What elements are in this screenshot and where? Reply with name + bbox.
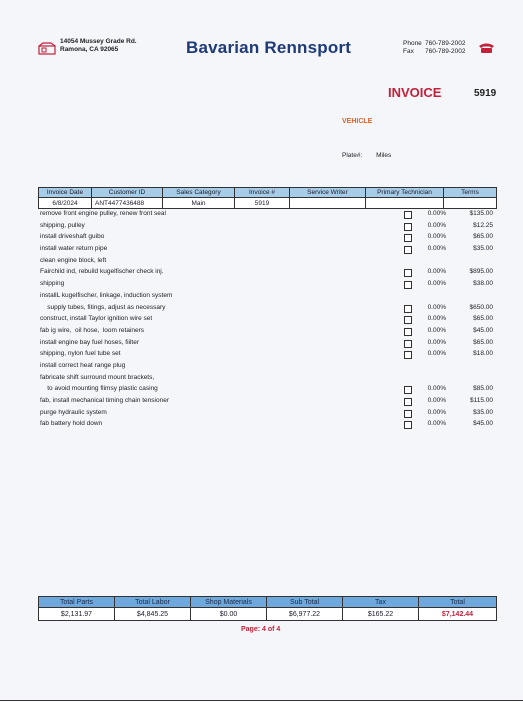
line-item [40,244,495,256]
line-item-amount: $12.25 [473,221,493,229]
line-item-checkbox[interactable] [404,386,412,394]
line-item-description: remove front engine pulley, renew front seal [40,210,166,217]
shop-materials-value: $0.00 [191,608,267,621]
address-line-2: Ramona, CA 92065 [60,46,119,53]
line-items-list [40,209,495,431]
line-item-description: install correct heat range plug [40,361,126,369]
line-item-discount: 0.00% [427,350,446,358]
plate-line [342,152,391,159]
total-parts-value: $2,131.97 [39,608,115,621]
phone-value: 760-789-2002 [425,40,466,47]
line-item [40,361,495,373]
line-item-description: fab battery hold down [40,420,103,428]
line-item-description: install engine bay fuel hoses, fiilter [40,338,140,346]
terms [444,198,497,209]
line-item-discount: 0.00% [427,210,446,217]
line-item-description: fabricate shift surround mount brackets, [40,373,155,381]
phone-label: Phone [403,40,422,47]
line-item-checkbox[interactable] [404,351,412,359]
line-item-checkbox[interactable] [404,316,412,324]
line-item-amount: $18.00 [473,350,493,358]
tax-header: Tax [343,597,419,608]
service-writer [290,198,366,209]
line-item-description: shipping, pulley [40,221,85,229]
line-item-checkbox[interactable] [404,305,412,313]
fax-value: 760-789-2002 [425,48,466,55]
line-item-description: install driveshaft guibo [40,233,105,241]
info-value-row [39,198,497,209]
line-item-description: construct, install Taylor ignition wire set [40,315,153,323]
line-item-amount: $35.00 [473,245,493,253]
line-item-discount: 0.00% [427,315,446,323]
line-item-checkbox[interactable] [404,398,412,406]
line-item-discount: 0.00% [427,233,446,241]
line-item-discount: 0.00% [427,338,446,346]
total-labor-value: $4,845.25 [115,608,191,621]
line-item-amount: $895.00 [469,268,493,276]
plate-label: Plate#: [342,152,363,159]
tax-value: $165.22 [343,608,419,621]
line-item-description: fab, install mechanical timing chain tensioner [40,397,169,404]
total-labor-header: Total Labor [115,597,191,608]
line-item-discount: 0.00% [427,245,446,253]
line-item-amount: $135.00 [469,210,493,217]
line-item-description: supply tubes, fitings, adjust as necessary [40,303,166,311]
line-item-discount: 0.00% [427,408,446,416]
line-item [40,384,495,396]
line-item-amount: $45.00 [473,420,493,428]
line-item [40,373,495,385]
line-item-discount: 0.00% [427,326,446,334]
line-item-description: to avoid mounting flimsy plastic casing [40,385,158,393]
company-name: Bavarian Rennsport [186,38,352,57]
line-item-description: fab ig wire, oil hose, loom retainers [40,326,145,334]
line-item-amount: $65.00 [473,338,493,346]
company-address [60,38,137,54]
line-item-checkbox[interactable] [404,281,412,289]
line-item-checkbox[interactable] [404,246,412,254]
sub-total-value: $6,977.22 [267,608,343,621]
info-header-cell: Sales Category [163,188,235,198]
info-header-row [39,188,497,198]
grand-total-value: $7,142.44 [419,608,497,621]
info-header-cell: Terms [444,188,497,198]
invoice-number: 5919 [474,88,497,99]
line-item-discount: 0.00% [427,268,446,276]
line-item [40,232,495,244]
totals-table [38,596,497,621]
invoice-date: 6/8/2024 [39,198,92,209]
sales-category: Main [163,198,235,209]
scan-bottom-edge [0,700,523,720]
line-item-description: install water return pipe [40,245,108,253]
line-item-discount: 0.00% [427,221,446,229]
line-item-checkbox[interactable] [404,234,412,242]
invoice-title: INVOICE [388,85,442,100]
line-item [40,279,495,291]
address-line-1: 14054 Mussey Grade Rd. [60,38,137,45]
info-header-cell: Invoice # [235,188,290,198]
grand-total-header: Total [419,597,497,608]
contact-info [403,40,465,56]
totals-header-row [39,597,497,608]
info-header-cell: Customer ID [92,188,163,198]
line-item [40,419,495,431]
shop-materials-header: Shop Materials [191,597,267,608]
vehicle-label: VEHICLE [342,118,373,125]
line-item-checkbox[interactable] [404,211,412,219]
line-item-description: clean engine block, left [40,256,107,264]
totals-value-row [39,608,497,621]
line-item-discount: 0.00% [427,420,446,428]
info-header-cell: Service Writer [290,188,366,198]
line-item-description: shipping [40,280,65,288]
info-header-cell: Invoice Date [39,188,92,198]
line-item-amount: $38.00 [473,280,493,288]
page-number: Page: 4 of 4 [241,626,281,633]
line-item-discount: 0.00% [427,303,446,311]
line-item-description: purge hydraulic system [40,408,107,416]
telephone-icon [478,42,495,54]
line-item [40,256,495,268]
sub-total-header: Sub Total [267,597,343,608]
line-item-amount: $650.00 [469,303,493,311]
line-item [40,338,495,350]
line-item-description: shipping, nylon fuel tube set [40,350,121,358]
line-item-discount: 0.00% [427,280,446,288]
line-item-amount: $65.00 [473,233,493,241]
line-item-checkbox[interactable] [404,410,412,418]
line-item-description: installL kugelfischer, linkage, induction system [40,291,173,299]
line-item-amount: $115.00 [469,397,493,404]
line-item-amount: $35.00 [473,408,493,416]
line-item-checkbox[interactable] [404,340,412,348]
line-item [40,396,495,408]
mailbox-icon [38,42,56,55]
line-item-description: Fairchild ind, rebuild kugelfischer check inj. [40,268,164,276]
line-item-checkbox[interactable] [404,269,412,277]
line-item [40,349,495,361]
line-item [40,314,495,326]
invoice-number-cell: 5919 [235,198,290,209]
miles-label: Miles [376,152,392,159]
line-item-amount: $65.00 [473,315,493,323]
primary-technician [366,198,444,209]
line-item [40,326,495,338]
total-parts-header: Total Parts [39,597,115,608]
line-item-amount: $45.00 [473,326,493,334]
line-item-discount: 0.00% [427,397,446,404]
line-item-discount: 0.00% [427,385,446,393]
line-item [40,221,495,233]
line-item [40,267,495,279]
customer-id: ANT4477436488 [92,198,163,209]
fax-label: Fax [403,48,414,55]
line-item-checkbox[interactable] [404,223,412,231]
line-item [40,209,495,221]
line-item [40,303,495,315]
line-item-checkbox[interactable] [404,421,412,429]
line-item [40,291,495,303]
line-item [40,408,495,420]
line-item-amount: $85.00 [473,385,493,393]
info-header-cell: Primary Technician [366,188,444,198]
invoice-info-table [38,187,497,209]
line-item-checkbox[interactable] [404,328,412,336]
